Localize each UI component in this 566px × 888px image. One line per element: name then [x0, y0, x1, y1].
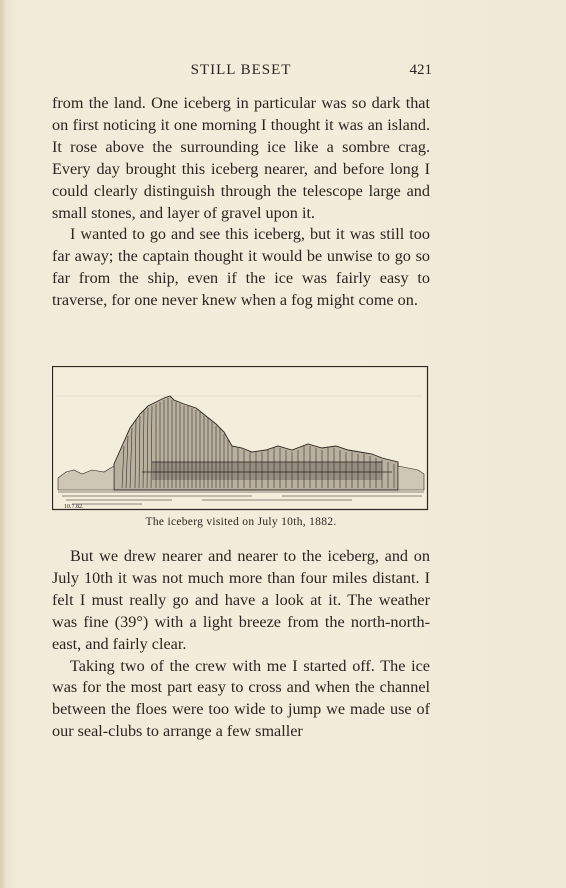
iceberg-illustration — [52, 366, 430, 512]
page-header — [52, 62, 430, 84]
paragraph-3: But we drew nearer and nearer to the iceberg, and on July 10th it was not much more than four miles distant. I felt I must really go and have a look at it. The weather was fine (39°) with a light breeze from the north-north-east, and fairly clear. — [52, 547, 430, 653]
figure-caption: The iceberg visited on July 10th, 1882. — [145, 516, 337, 528]
body-text-bottom — [52, 546, 430, 743]
page-gutter-shadow — [0, 0, 6, 888]
paragraph-4: Taking two of the crew with me I started off. The ice was for the most part easy to cross and when the channel between the floes were too wide to jump we made use of our seal-clubs to arrange a few smaller — [52, 656, 430, 741]
page-number: 421 — [409, 62, 432, 78]
body-text-top — [52, 93, 430, 312]
artist-signature: 10.7.82. — [64, 504, 84, 510]
iceberg-engraving — [52, 366, 430, 512]
paragraph-1: from the land. One iceberg in particular was so dark that on first noticing it one morning I thought it was an island. It rose above the surrounding ice like a sombre crag. Every day brought this iceberg nearer, and before long I could clearly distinguish through the telescope large and small stones, and layer of gravel upon it. — [52, 94, 430, 222]
running-head: STILL BESET — [190, 62, 292, 78]
paragraph-2: I wanted to go and see this iceberg, but it was still too far away; the captain thought it would be unwise to go so far from the ship, even if the ice was fairly easy to traverse, for one never knew when a fog might come on. — [52, 225, 430, 310]
